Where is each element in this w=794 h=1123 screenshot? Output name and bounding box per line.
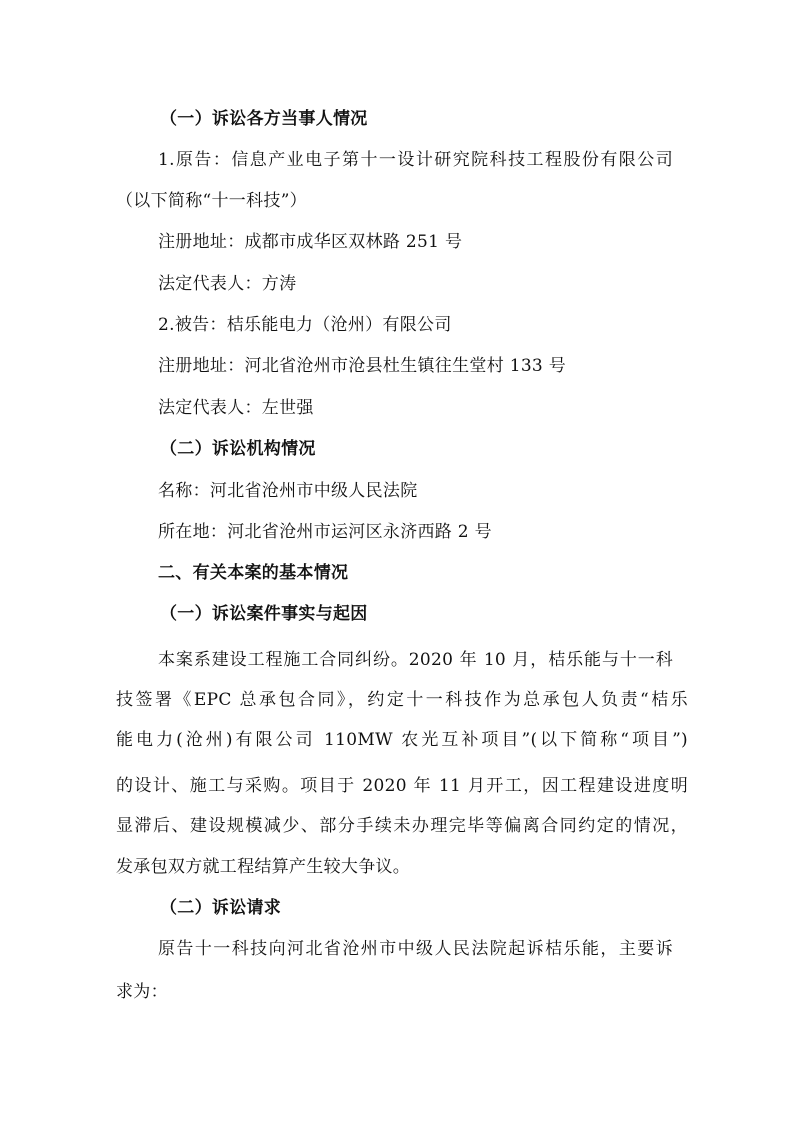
facts-heading: （一）诉讼案件事实与起因	[160, 604, 368, 624]
facts-paragraph-line: 能电力(沧州)有限公司 110MW 农光互补项目”(以下简称“项目”)	[116, 730, 688, 750]
facts-paragraph-line: 本案系建设工程施工合同纠纷。2020 年 10 月，桔乐能与十一科	[158, 650, 673, 670]
claims-paragraph-line: 原告十一科技向河北省沧州市中级人民法院起诉桔乐能，主要诉	[158, 939, 673, 959]
facts-paragraph-line: 发承包双方就工程结算产生较大争议。	[116, 857, 411, 877]
court-location: 所在地：河北省沧州市运河区永济西路 2 号	[158, 522, 492, 542]
plaintiff-representative: 法定代表人：方涛	[158, 274, 297, 294]
defendant-representative: 法定代表人：左世强	[158, 398, 314, 418]
facts-paragraph-line: 显滞后、建设规模减少、部分手续未办理完毕等偏离合同约定的情况，	[116, 816, 688, 836]
parties-heading: （一）诉讼各方当事人情况	[160, 109, 368, 129]
plaintiff-line-1: 1.原告：信息产业电子第十一设计研究院科技工程股份有限公司	[158, 150, 673, 170]
basic-info-heading: 二、有关本案的基本情况	[158, 563, 349, 583]
claims-paragraph-line: 求为：	[116, 982, 168, 1002]
plaintiff-line-2: （以下简称“十一科技”）	[116, 191, 307, 211]
plaintiff-address: 注册地址：成都市成华区双林路 251 号	[158, 232, 463, 252]
claims-heading: （二）诉讼请求	[160, 898, 282, 918]
court-name: 名称：河北省沧州市中级人民法院	[158, 481, 418, 501]
defendant: 2.被告：桔乐能电力（沧州）有限公司	[158, 315, 452, 335]
facts-paragraph-line: 的设计、施工与采购。项目于 2020 年 11 月开工，因工程建设进度明	[116, 776, 688, 796]
court-heading: （二）诉讼机构情况	[160, 439, 316, 459]
facts-paragraph-line: 技签署《EPC 总承包合同》，约定十一科技作为总承包人负责“桔乐	[116, 690, 688, 710]
defendant-address: 注册地址：河北省沧州市沧县杜生镇往生堂村 133 号	[158, 356, 567, 376]
